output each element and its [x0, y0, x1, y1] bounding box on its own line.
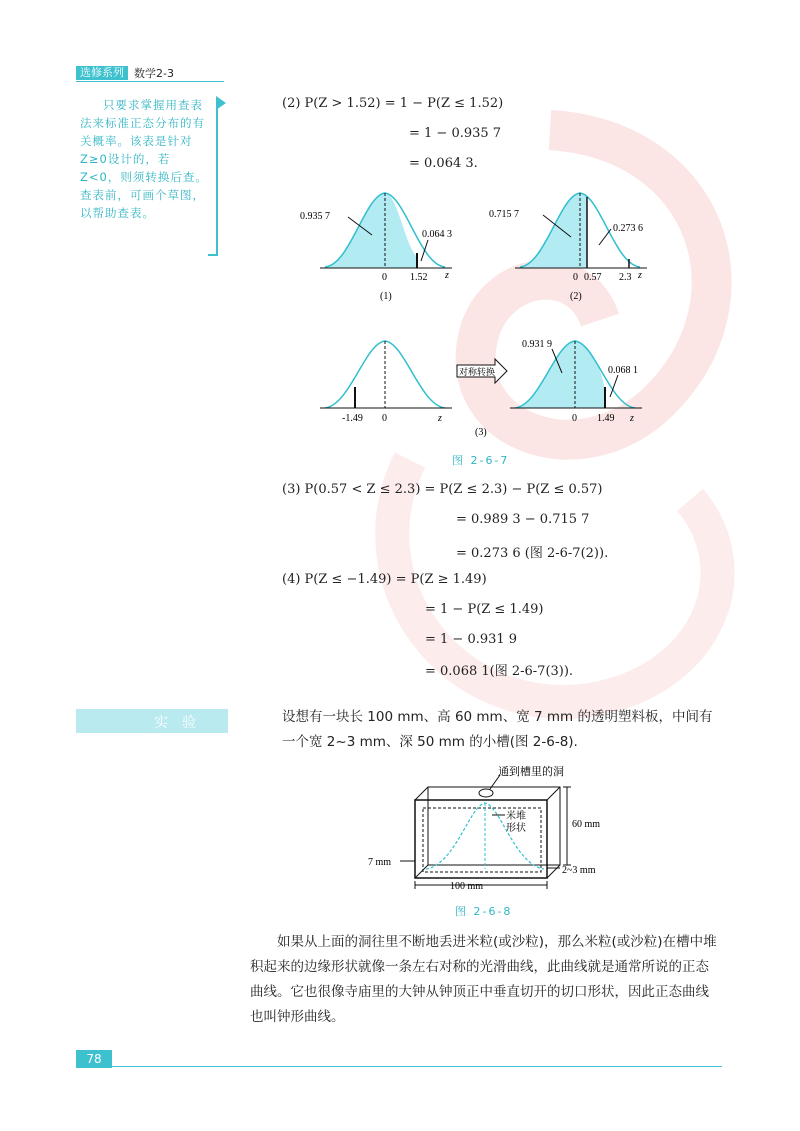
pile-label-2: 形状	[506, 823, 526, 834]
fig1-axis-label: z	[445, 270, 449, 281]
header-rule	[76, 81, 224, 82]
fig3b-tick-0: 0	[572, 413, 577, 424]
fig2-tick-2: 2.3	[619, 272, 632, 283]
fig3a-axis-label: z	[438, 413, 442, 424]
normal-curve-2	[489, 193, 647, 302]
normal-curve-1	[300, 193, 452, 302]
fig2-axis-label: z	[638, 270, 642, 281]
fig3b-right-value: 0.068 1	[608, 365, 638, 376]
fig3a-tick-neg: -1.49	[342, 413, 363, 424]
fig2-right-value: 0.273 6	[613, 223, 643, 234]
page-number: 78	[76, 1050, 112, 1068]
fig3-label: (3)	[475, 427, 487, 438]
height-label: 60 mm	[572, 819, 601, 830]
eq4-line2: = 1 − P(Z ≤ 1.49)	[425, 602, 544, 617]
series-label: 选修系列	[76, 66, 128, 80]
depth-label: 7 mm	[368, 857, 392, 868]
footer-rule	[76, 1066, 722, 1067]
fig1-left-value: 0.935 7	[300, 211, 330, 222]
figure-caption-2-6-8: 图 2-6-8	[455, 905, 513, 918]
pile-label-1: 米堆	[506, 811, 526, 822]
section-heading: 实验	[154, 715, 210, 731]
eq2-line3: = 0.064 3.	[409, 156, 478, 171]
width-label: 100 mm	[450, 881, 484, 892]
header-tab	[76, 66, 180, 80]
eq4-line1: (4) P(Z ≤ −1.49) = P(Z ≥ 1.49)	[282, 572, 487, 587]
arrow-label: 对称转换	[459, 367, 496, 377]
fig3a-tick-0: 0	[382, 413, 387, 424]
figure-2-6-8	[360, 765, 620, 905]
normal-curve-3a	[320, 341, 452, 424]
normal-curve-3b	[510, 339, 642, 424]
fig2-tick-1: 0.57	[584, 272, 602, 283]
fig2-tick-0: 0	[573, 272, 578, 283]
eq4-line3: = 1 − 0.931 9	[425, 632, 518, 647]
figure-caption-2-6-7: 图 2-6-7	[452, 454, 510, 467]
figure-2-6-7	[300, 185, 670, 465]
slot-label: 2~3 mm	[562, 865, 596, 876]
experiment-paragraph: 设想有一块长 100 mm、高 60 mm、宽 7 mm 的透明塑料板，中间有一个宽 2~3 mm、深 50 mm 的小槽(图 2-6-8).	[282, 709, 713, 750]
side-note: 只要求掌握用查表法来标准正态分布的有关概率。该表是针对Z≥0设计的，若Z<0，则须转换后查。查表前，可画个草图，以帮助查表。	[80, 98, 208, 220]
bell-curve-paragraph: 如果从上面的洞往里不断地丢进米粒(或沙粒)，那么米粒(或沙粒)在槽中堆积起来的边缘形状就像一条左右对称的光滑曲线，此曲线就是通常所说的正态曲线。它也很像寺庙里的大钟从钟顶正中垂直切开的切口形状，因此正态曲线也叫钟形曲线。	[250, 934, 717, 1025]
side-note-arrow-icon	[216, 96, 226, 110]
symmetry-arrow-icon	[457, 359, 507, 383]
eq3-line1: (3) P(0.57 < Z ≤ 2.3) = P(Z ≤ 2.3) − P(Z ≤ 0.57)	[282, 482, 603, 497]
eq2-line2: = 1 − 0.935 7	[409, 126, 502, 141]
side-note-bracket	[208, 104, 218, 256]
fig1-tick-1: 1.52	[410, 272, 428, 283]
fig3b-left-value: 0.931 9	[522, 339, 552, 350]
fig3b-tick-1: 1.49	[597, 413, 615, 424]
fig1-tick-0: 0	[382, 272, 387, 283]
eq3-line3: = 0.273 6 (图 2-6-7(2)).	[456, 546, 609, 561]
eq4-line4: = 0.068 1(图 2-6-7(3)).	[425, 664, 574, 679]
subject-label: 数学2-3	[134, 67, 174, 80]
eq2-line1: (2) P(Z > 1.52) = 1 − P(Z ≤ 1.52)	[282, 96, 504, 111]
fig3b-axis-label: z	[630, 413, 634, 424]
eq3-line2: = 0.989 3 − 0.715 7	[456, 512, 590, 527]
fig1-right-value: 0.064 3	[422, 229, 452, 240]
fig1-label: (1)	[380, 291, 392, 302]
fig2-left-value: 0.715 7	[489, 209, 519, 220]
hole-label: 通到槽里的洞	[498, 766, 564, 778]
section-heading-band	[76, 709, 228, 733]
fig2-label: (2)	[570, 291, 582, 302]
